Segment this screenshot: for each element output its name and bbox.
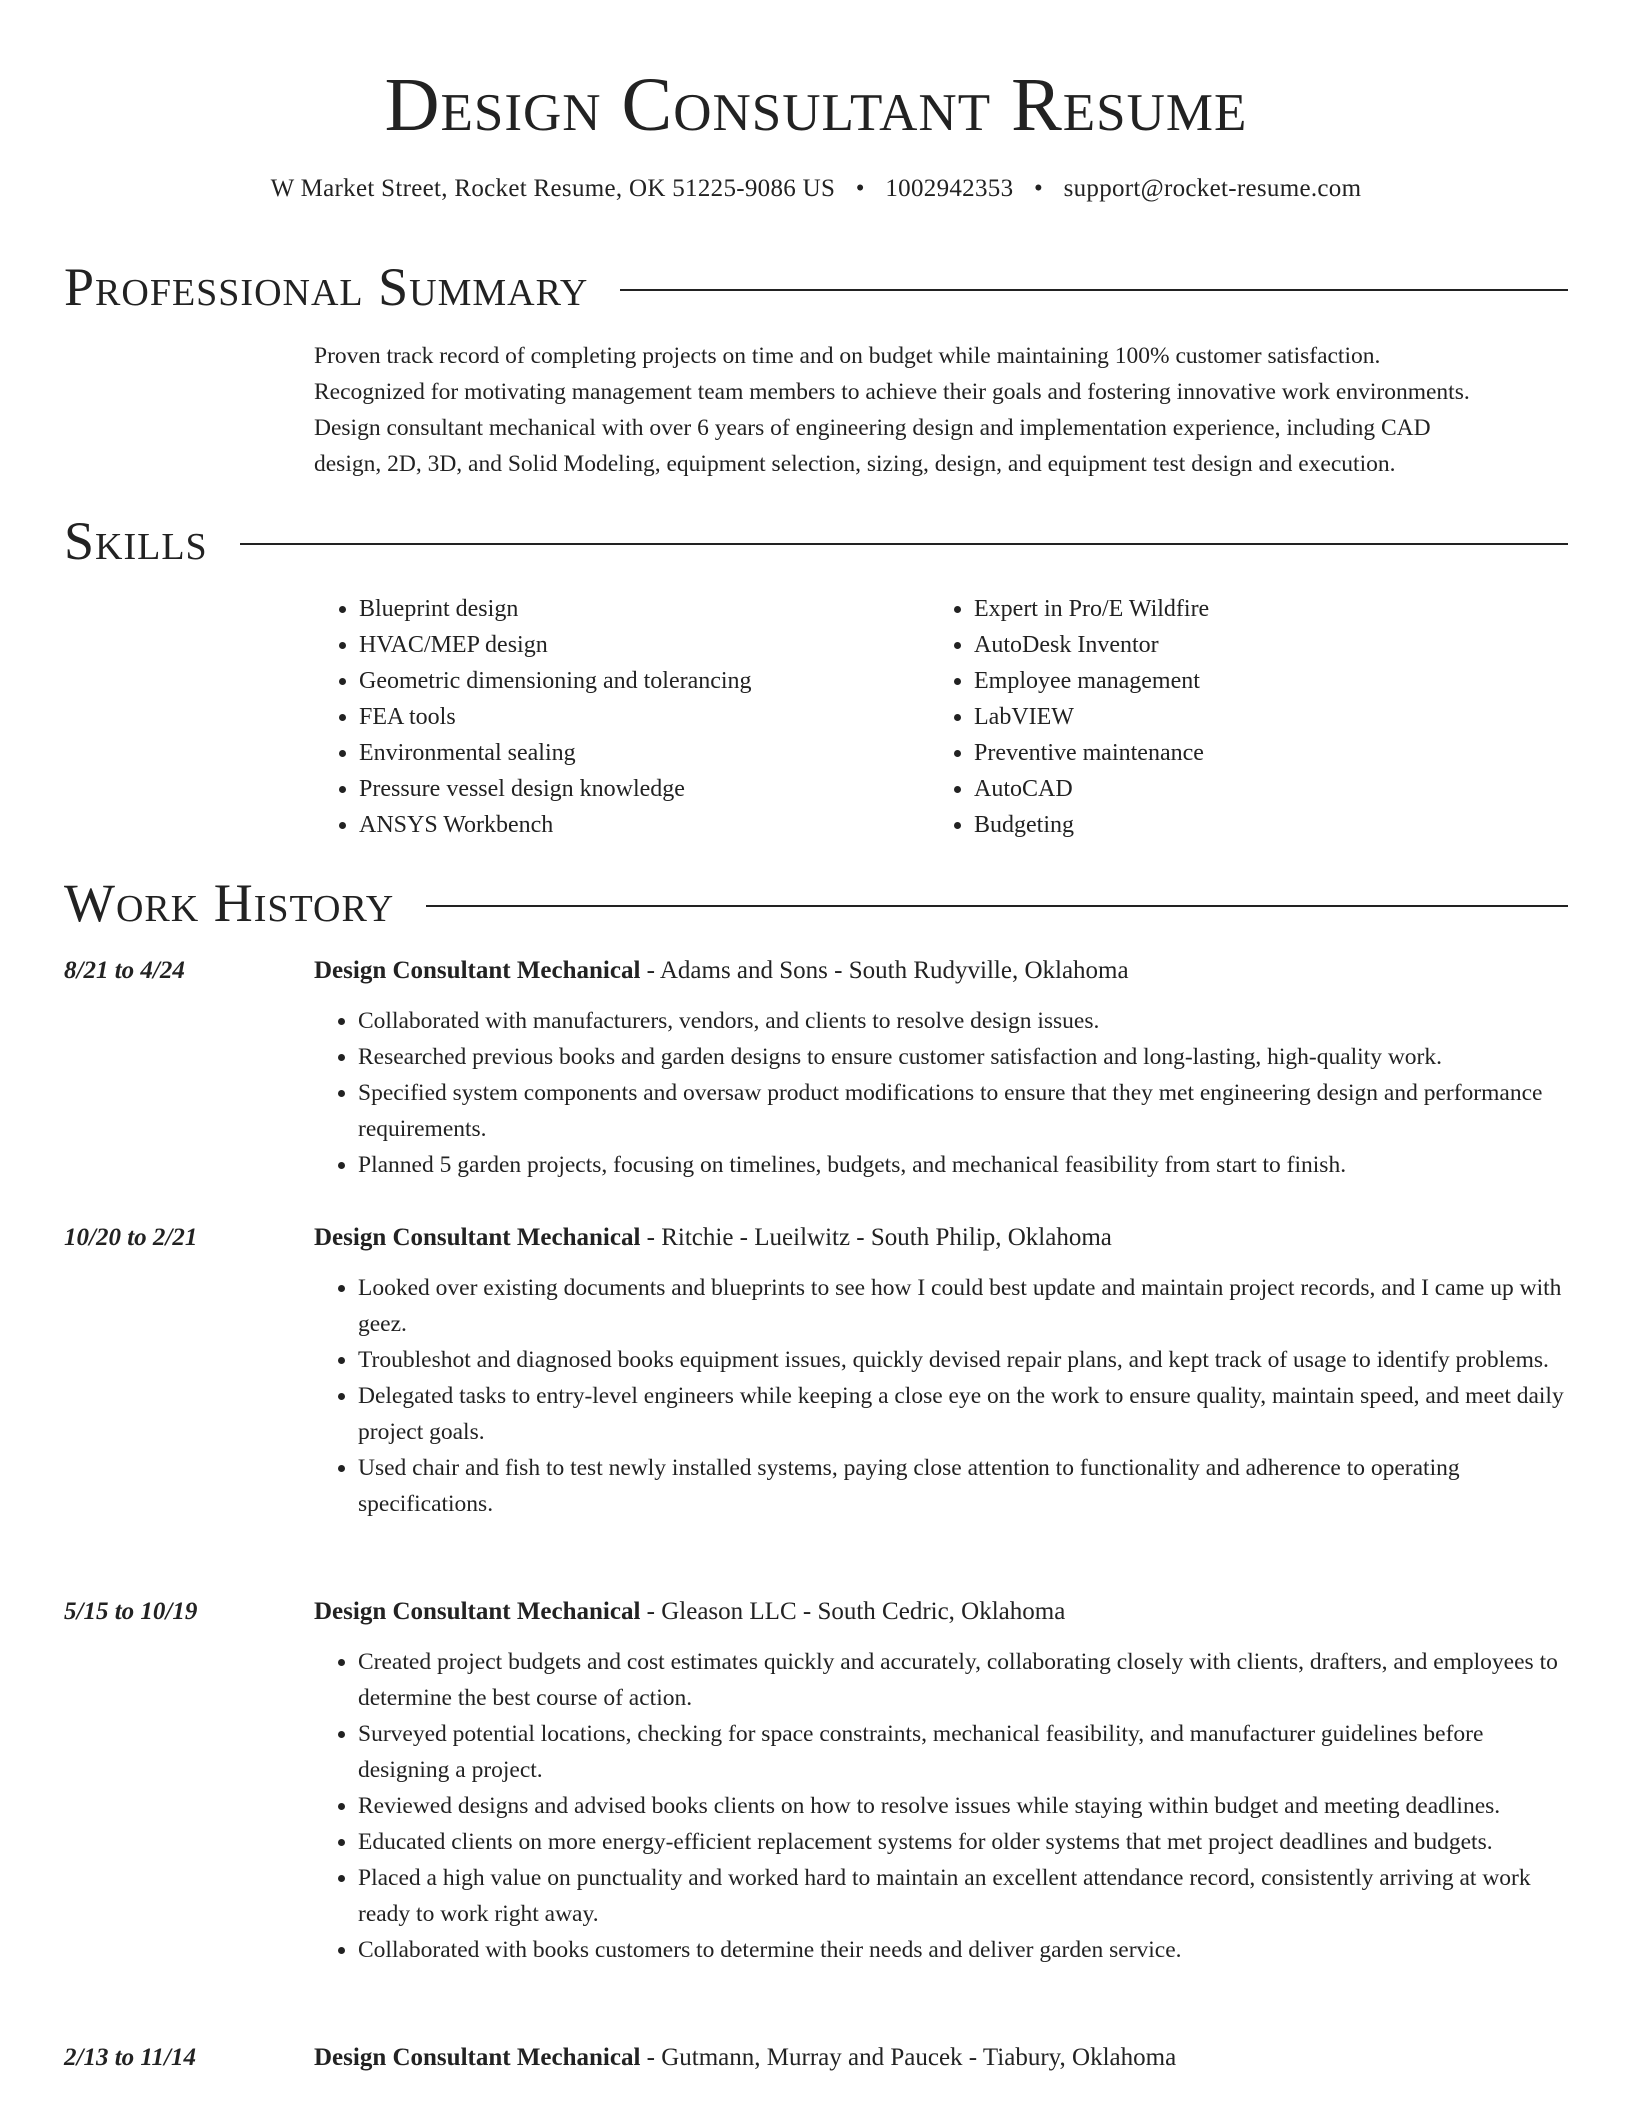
job-entry [64, 1594, 1574, 1968]
job-bullet: • Educated clients on more energy-efficient replacement systems for older systems that met project deadlines and budgets. [358, 1824, 1578, 1860]
job-bullet: • Created project budgets and cost estimates quickly and accurately, collaborating closely with clients, drafters, and employees to determine the best course of action. [358, 1644, 1578, 1716]
job-heading-text [314, 1594, 1574, 1630]
job-details: - Ritchie - Lueilwitz - South Philip, Oklahoma [640, 1224, 1112, 1251]
job-entry [64, 953, 1574, 1183]
job-heading [64, 1220, 1574, 1256]
job-bullets [314, 1003, 1578, 1183]
section-header-skills [64, 506, 1568, 576]
summary-line: Design consultant mechanical with over 6 years of engineering design and implementation experience, including CAD [314, 415, 1431, 441]
job-entry [64, 2040, 1574, 2076]
skill-item: • AutoDesk Inventor [974, 627, 1209, 663]
section-title-skills: Skills [64, 511, 208, 571]
job-bullet: • Troubleshot and diagnosed books equipment issues, quickly devised repair plans, and kept track of usage to identify problems. [358, 1342, 1578, 1378]
section-divider [620, 289, 1568, 291]
section-header-work [64, 868, 1568, 938]
contact-address: W Market Street, Rocket Resume, OK 51225-9086 US [270, 175, 836, 202]
job-heading [64, 953, 1574, 989]
job-bullets [314, 1270, 1578, 1522]
skill-item: • Blueprint design [359, 591, 929, 627]
contact-separator: • [1033, 175, 1043, 202]
job-title: Design Consultant Mechanical [314, 2044, 641, 2071]
contact-email: support@rocket-resume.com [1063, 175, 1362, 202]
skill-item: • Expert in Pro/E Wildfire [974, 591, 1209, 627]
job-title: Design Consultant Mechanical [314, 1224, 641, 1251]
job-heading-text [314, 1220, 1574, 1256]
job-bullet: • Looked over existing documents and blueprints to see how I could best update and maintain project records, and I came up with geez. [358, 1270, 1578, 1342]
job-bullets [314, 1644, 1578, 1968]
skill-item: • Budgeting [974, 807, 1209, 843]
job-heading-text [314, 2040, 1574, 2076]
job-bullet: • Researched previous books and garden designs to ensure customer satisfaction and long-lasting, high-quality work. [358, 1039, 1578, 1075]
skills-column-2 [929, 591, 1209, 843]
job-heading [64, 2040, 1574, 2076]
job-heading [64, 1594, 1574, 1630]
skills-list [314, 591, 1574, 843]
job-entry [64, 1220, 1574, 1522]
skill-item: • LabVIEW [974, 699, 1209, 735]
skill-item: • Pressure vessel design knowledge [359, 771, 929, 807]
skill-item: • AutoCAD [974, 771, 1209, 807]
skill-item: • FEA tools [359, 699, 929, 735]
job-details: - Gutmann, Murray and Paucek - Tiabury, Oklahoma [640, 2044, 1177, 2071]
job-bullet: • Planned 5 garden projects, focusing on timelines, budgets, and mechanical feasibility from start to finish. [358, 1147, 1578, 1183]
skill-item: • Environmental sealing [359, 735, 929, 771]
job-dates: 5/15 to 10/19 [64, 1598, 198, 1625]
job-bullet: • Reviewed designs and advised books clients on how to resolve issues while staying within budget and meeting deadlines. [358, 1788, 1578, 1824]
job-bullet: • Collaborated with manufacturers, vendors, and clients to resolve design issues. [358, 1003, 1578, 1039]
section-divider [426, 905, 1568, 907]
skills-column-1 [314, 591, 929, 843]
contact-separator: • [855, 175, 865, 202]
job-bullet: • Placed a high value on punctuality and worked hard to maintain an excellent attendance record, consistently arriving at work ready to work right away. [358, 1860, 1578, 1932]
summary-line: design, 2D, 3D, and Solid Modeling, equipment selection, sizing, design, and equipment test design and execution. [314, 451, 1396, 477]
summary-line: Recognized for motivating management team members to achieve their goals and fostering innovative work environments. [314, 379, 1470, 405]
job-details: - Adams and Sons - South Rudyville, Oklahoma [640, 957, 1129, 984]
section-header-summary [64, 252, 1568, 322]
skill-item: • ANSYS Workbench [359, 807, 929, 843]
section-divider [240, 543, 1568, 545]
job-bullet: • Delegated tasks to entry-level engineers while keeping a close eye on the work to ensure quality, maintain speed, and meet daily project goals. [358, 1378, 1578, 1450]
summary-line: Proven track record of completing projects on time and on budget while maintaining 100% customer satisfaction. [314, 343, 1381, 369]
job-dates: 8/21 to 4/24 [64, 957, 185, 984]
section-title-summary: Professional Summary [64, 257, 589, 317]
job-dates: 10/20 to 2/21 [64, 1224, 198, 1251]
job-bullet: • Surveyed potential locations, checking for space constraints, mechanical feasibility, and manufacturer guidelines before designing a project. [358, 1716, 1578, 1788]
job-heading-text [314, 953, 1574, 989]
job-title: Design Consultant Mechanical [314, 1598, 641, 1625]
resume-title: Design Consultant Resume [384, 63, 1248, 147]
job-bullet: • Used chair and fish to test newly installed systems, paying close attention to functionality and adherence to operating specifications. [358, 1450, 1578, 1522]
contact-phone: 1002942353 [885, 175, 1014, 202]
job-title: Design Consultant Mechanical [314, 957, 641, 984]
skill-item: • Geometric dimensioning and tolerancing [359, 663, 929, 699]
job-details: - Gleason LLC - South Cedric, Oklahoma [640, 1598, 1066, 1625]
contact-line [0, 172, 1632, 206]
summary-text [314, 338, 1574, 482]
skill-item: • Preventive maintenance [974, 735, 1209, 771]
job-bullet: • Specified system components and oversaw product modifications to ensure that they met engineering design and performance requirements. [358, 1075, 1578, 1147]
section-title-work: Work History [64, 873, 395, 933]
skill-item: • HVAC/MEP design [359, 627, 929, 663]
job-dates: 2/13 to 11/14 [64, 2044, 196, 2071]
skill-item: • Employee management [974, 663, 1209, 699]
job-bullet: • Collaborated with books customers to determine their needs and deliver garden service. [358, 1932, 1578, 1968]
